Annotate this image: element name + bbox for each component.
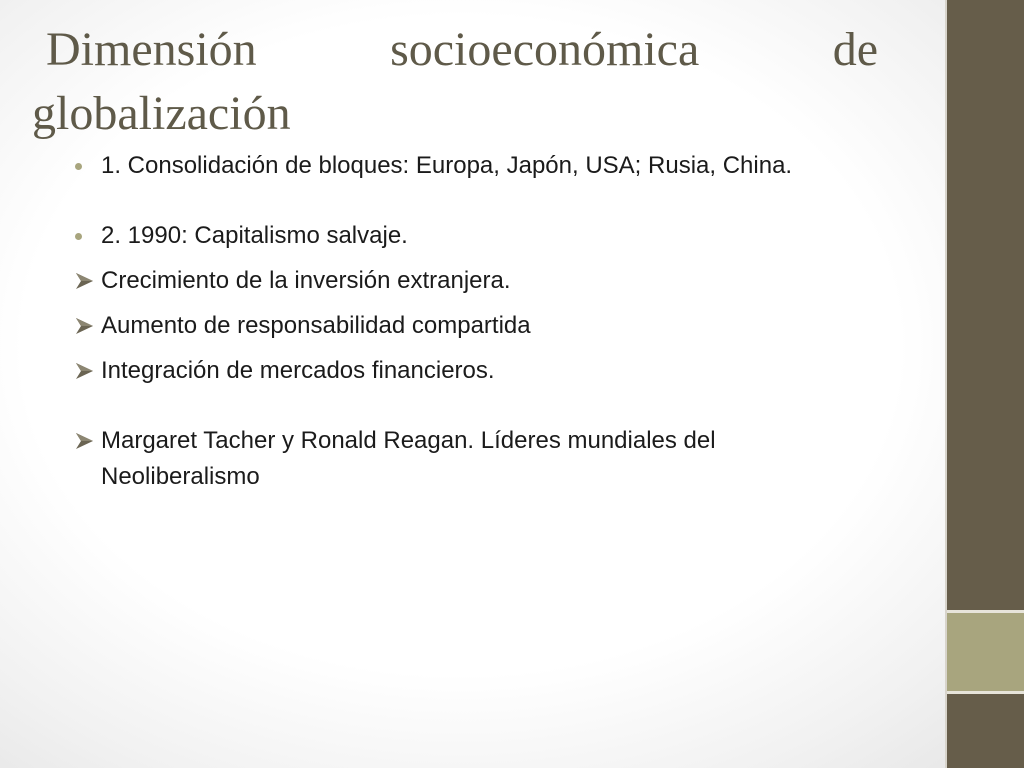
decorative-side-accent-block <box>947 613 1024 691</box>
bullet-text: Aumento de responsabilidad compartida <box>101 312 531 339</box>
slide-title <box>32 18 878 146</box>
bullet-text: 1. Consolidación de bloques: Europa, Japón, USA; Rusia, China. <box>101 152 793 179</box>
arrowhead-bullet-icon <box>72 423 101 459</box>
title-word: de <box>832 23 878 76</box>
title-line-1 <box>32 18 878 82</box>
bullet-text: 2. 1990: Capitalismo salvaje. <box>101 222 408 249</box>
bullet-item <box>72 218 852 254</box>
bullet-text: Crecimiento de la inversión extranjera. <box>101 267 511 294</box>
bullet-item <box>72 308 852 344</box>
bullet-text: Integración de mercados financieros. <box>101 357 495 384</box>
bullet-text: Margaret Tacher y Ronald Reagan. Líderes mundiales del Neoliberalismo <box>101 427 716 490</box>
bullet-item <box>72 148 852 184</box>
title-word: Dimensión <box>46 23 257 76</box>
bullet-item <box>72 353 852 389</box>
arrowhead-bullet-icon <box>72 353 101 389</box>
side-accent-divider-bottom <box>947 691 1024 694</box>
round-bullet-icon <box>72 148 101 184</box>
round-bullet-icon <box>72 218 101 254</box>
bullet-list <box>72 148 852 495</box>
arrowhead-bullet-icon <box>72 308 101 344</box>
title-line-2: globalización <box>32 87 291 140</box>
bullet-item <box>72 423 852 495</box>
title-word: socioeconómica <box>390 23 700 76</box>
bullet-item <box>72 263 852 299</box>
arrowhead-bullet-icon <box>72 263 101 299</box>
